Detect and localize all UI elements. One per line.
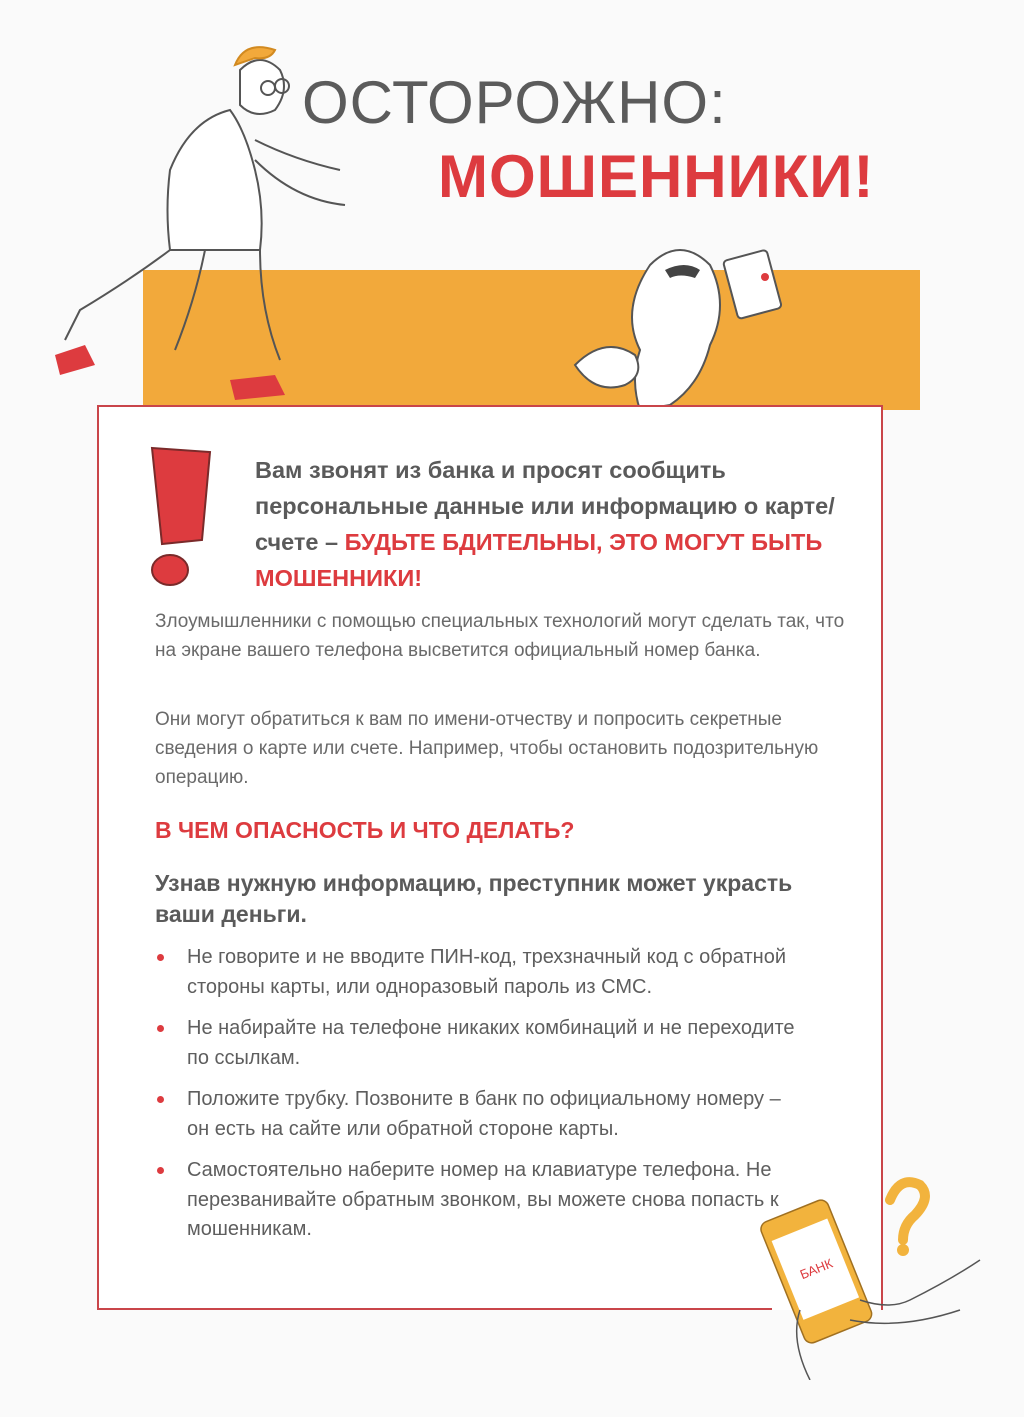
list-item-text: Не говорите и не вводите ПИН-код, трехзначный код с обратной стороны карты, или одноразовый пароль из СМС. bbox=[187, 946, 786, 998]
title-line-1: ОСТОРОЖНО: bbox=[302, 69, 727, 136]
paragraph-1: Злоумышленники с помощью специальных технологий могут сделать так, что на экране вашего телефона высветится официальный номер банка. bbox=[155, 611, 845, 661]
intro-main: Вам звонят из банка и просят сообщить персональные данные или информацию о карте/счете – bbox=[255, 457, 835, 555]
advice-list bbox=[155, 943, 805, 1257]
list-item bbox=[155, 1156, 805, 1245]
list-item bbox=[155, 943, 805, 1002]
list-item bbox=[155, 1014, 805, 1073]
section-heading: В ЧЕМ ОПАСНОСТЬ И ЧТО ДЕЛАТЬ? bbox=[155, 817, 575, 843]
intro-warning: БУДЬТЕ БДИТЕЛЬНЫ, ЭТО МОГУТ БЫТЬ МОШЕННИКИ! bbox=[255, 529, 823, 591]
intro-text bbox=[255, 452, 835, 596]
bullet-icon bbox=[157, 1096, 164, 1103]
exclamation-icon bbox=[140, 440, 220, 590]
bullet-icon bbox=[157, 1167, 164, 1174]
list-item-text: Не набирайте на телефоне никаких комбинаций и не переходите по ссылкам. bbox=[187, 1017, 795, 1069]
section-lead: Узнав нужную информацию, преступник может украсть ваши деньги. bbox=[155, 870, 793, 927]
list-item-text: Самостоятельно наберите номер на клавиатуре телефона. Не перезванивайте обратным звонком, вы можете снова попасть к мошенникам. bbox=[187, 1159, 779, 1240]
raccoon-with-card-illustration bbox=[570, 225, 790, 425]
bullet-icon bbox=[157, 954, 164, 961]
paragraph-2: Они могут обратиться к вам по имени-отчеству и попросить секретные сведения о карте или счете. Например, чтобы остановить подозрительную операцию. bbox=[155, 709, 819, 788]
content-box-bottom-border bbox=[97, 1308, 772, 1310]
phone-bank-label: БАНК bbox=[797, 1255, 835, 1283]
list-item bbox=[155, 1085, 805, 1144]
title-line-2: МОШЕННИКИ! bbox=[438, 143, 875, 210]
bullet-icon bbox=[157, 1025, 164, 1032]
phone-in-hand-illustration bbox=[750, 1160, 990, 1380]
list-item-text: Положите трубку. Позвоните в банк по официальному номеру – он есть на сайте или обратной стороне карты. bbox=[187, 1088, 781, 1140]
